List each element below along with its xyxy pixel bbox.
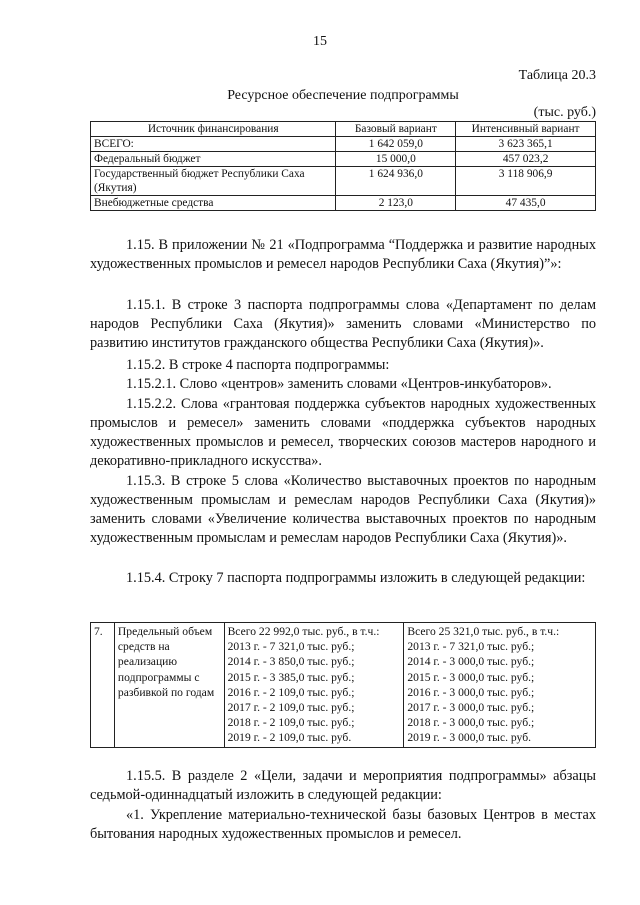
table-row — [91, 196, 596, 211]
header-intensive: Интенсивный вариант — [456, 122, 596, 137]
base-line: 2015 г. - 3 385,0 тыс. руб.; — [227, 670, 355, 684]
intensive-line: 2019 г. - 3 000,0 тыс. руб. — [407, 731, 531, 745]
row-intensive: 47 435,0 — [456, 196, 596, 211]
table-caption: Таблица 20.3 — [518, 68, 596, 83]
table-row — [91, 623, 596, 748]
intensive-line: 2018 г. - 3 000,0 тыс. руб.; — [407, 716, 535, 730]
row-source: Государственный бюджет Республики Саха (Якутия) — [91, 167, 336, 196]
paragraph-1-15-1: 1.15.1. В строке 3 паспорта подпрограммы слова «Департамент по делам народов Республики Саха (Якутия)» заменить словами «Министерство по развитию институтов гражданского общества Республики Саха (Якутия)». — [90, 297, 596, 351]
row-base: 1 642 059,0 — [336, 137, 456, 152]
row-source: Внебюджетные средства — [91, 196, 336, 211]
base-line: Всего 22 992,0 тыс. руб., в т.ч.: — [227, 625, 380, 638]
intensive-line: Всего 25 321,0 тыс. руб., в т.ч.: — [407, 625, 560, 638]
row-intensive: 457 023,2 — [456, 152, 596, 167]
paragraph-1-15-5: 1.15.5. В разделе 2 «Цели, задачи и мероприятия подпрограммы» абзацы седьмой-одиннадцатый изложить в следующей редакции: — [90, 768, 596, 803]
intensive-line: 2014 г. - 3 000,0 тыс. руб.; — [407, 655, 535, 669]
passport-row-base — [224, 623, 404, 748]
header-base: Базовый вариант — [336, 122, 456, 137]
passport-row-intensive — [404, 623, 596, 748]
finance-table-header — [91, 122, 596, 137]
header-source: Источник финансирования — [91, 122, 336, 137]
paragraph-1-15-2-1: 1.15.2.1. Слово «центров» заменить словами «Центров-инкубаторов». — [126, 376, 552, 392]
row-intensive: 3 623 365,1 — [456, 137, 596, 152]
row-base: 2 123,0 — [336, 196, 456, 211]
row-source: Федеральный бюджет — [91, 152, 336, 167]
base-line: 2016 г. - 2 109,0 тыс. руб.; — [227, 685, 355, 699]
intensive-line: 2015 г. - 3 000,0 тыс. руб.; — [407, 670, 535, 684]
base-line: 2019 г. - 2 109,0 тыс. руб. — [227, 731, 352, 745]
paragraph-1-15-2-2: 1.15.2.2. Слова «грантовая поддержка субъектов народных художественных промыслов и ремесел» заменить словами «поддержка субъектов народных художественных промыслов и ремесел, творческих союзов мастеров народного и декоративно-прикладного искусства». — [90, 396, 596, 469]
passport-row-label: Предельный объем средств на реализацию подпрограммы с разбивкой по годам — [114, 623, 224, 748]
paragraph-1-15-4: 1.15.4. Строку 7 паспорта подпрограммы изложить в следующей редакции: — [126, 570, 586, 586]
row-source: ВСЕГО: — [91, 137, 336, 152]
row-intensive: 3 118 906,9 — [456, 167, 596, 196]
base-line: 2013 г. - 7 321,0 тыс. руб.; — [227, 640, 355, 654]
passport-row-table — [90, 622, 596, 748]
base-line: 2018 г. - 2 109,0 тыс. руб.; — [227, 716, 355, 730]
paragraph-quote-1: «1. Укрепление материально-технической базы базовых Центров в местах бытования народных художественных промыслов и ремесел. — [90, 807, 596, 842]
row-base: 1 624 936,0 — [336, 167, 456, 196]
base-line: 2017 г. - 2 109,0 тыс. руб.; — [227, 701, 355, 715]
base-line: 2014 г. - 3 850,0 тыс. руб.; — [227, 655, 355, 669]
table-row — [91, 167, 596, 196]
table-units: (тыс. руб.) — [533, 105, 596, 120]
intensive-line: 2016 г. - 3 000,0 тыс. руб.; — [407, 685, 535, 699]
row-base: 15 000,0 — [336, 152, 456, 167]
table-title: Ресурсное обеспечение подпрограммы — [227, 88, 459, 103]
passport-row-number: 7. — [91, 623, 115, 748]
paragraph-1-15-3: 1.15.3. В строке 5 слова «Количество выставочных проектов по народным художественным промыслам и ремеслам народов Республики Саха (Якутия)» заменить словами «Увеличение количества выставочных проектов по народным художественным промыслам и ремеслам народов Республики Саха (Якутия)». — [90, 473, 596, 546]
paragraph-1-15-2: 1.15.2. В строке 4 паспорта подпрограммы: — [126, 357, 390, 373]
table-row — [91, 152, 596, 167]
intensive-line: 2013 г. - 7 321,0 тыс. руб.; — [407, 640, 535, 654]
finance-table — [90, 121, 596, 211]
table-row — [91, 137, 596, 152]
intensive-line: 2017 г. - 3 000,0 тыс. руб.; — [407, 701, 535, 715]
paragraph-1-15: 1.15. В приложении № 21 «Подпрограмма “Поддержка и развитие народных художественных промыслов и ремесел народов Республики Саха (Якутия)”»: — [90, 237, 596, 272]
page-number: 15 — [313, 34, 327, 49]
